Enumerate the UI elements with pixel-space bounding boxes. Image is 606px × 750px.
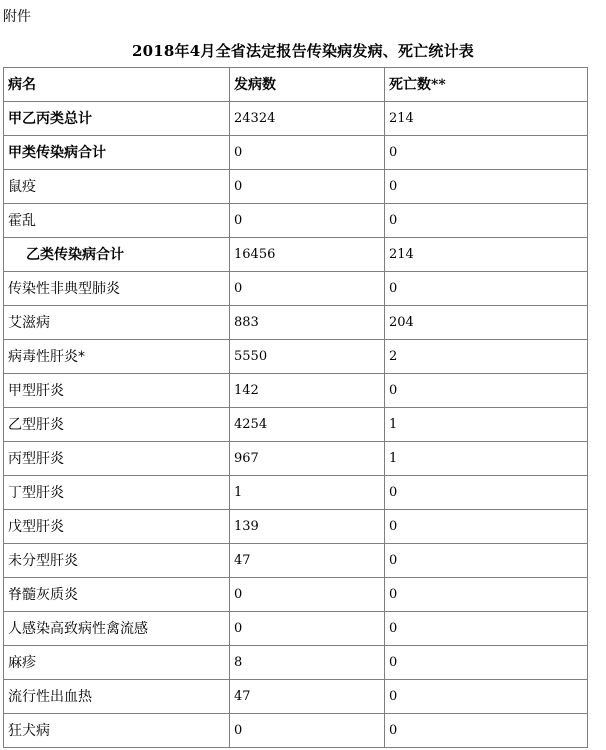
cases-cell: 883 (230, 306, 385, 340)
deaths-cell: 0 (385, 170, 588, 204)
deaths-cell: 2 (385, 340, 588, 374)
disease-name-cell: 甲乙丙类总计 (4, 102, 230, 136)
disease-name-cell: 甲型肝炎 (4, 374, 230, 408)
document-title: 2018年4月全省法定报告传染病发病、死亡统计表 (132, 42, 474, 60)
deaths-cell: 1 (385, 442, 588, 476)
cases-cell: 139 (230, 510, 385, 544)
table-row (4, 612, 588, 646)
table-row (4, 646, 588, 680)
table-row (4, 170, 588, 204)
cases-cell: 1 (230, 476, 385, 510)
table-row (4, 340, 588, 374)
deaths-cell: 0 (385, 680, 588, 714)
deaths-cell: 0 (385, 374, 588, 408)
header-cases: 发病数 (230, 68, 385, 102)
cases-cell: 0 (230, 170, 385, 204)
deaths-cell: 0 (385, 646, 588, 680)
deaths-cell: 0 (385, 544, 588, 578)
disease-name-cell: 流行性出血热 (4, 680, 230, 714)
deaths-cell: 0 (385, 272, 588, 306)
disease-name-cell: 丙型肝炎 (4, 442, 230, 476)
table-header-row (4, 68, 588, 102)
disease-name-cell: 人感染高致病性禽流感 (4, 612, 230, 646)
table-row (4, 136, 588, 170)
cases-cell: 8 (230, 646, 385, 680)
table-row (4, 272, 588, 306)
deaths-cell: 214 (385, 238, 588, 272)
cases-cell: 967 (230, 442, 385, 476)
disease-name-cell: 脊髓灰质炎 (4, 578, 230, 612)
cases-cell: 16456 (230, 238, 385, 272)
table-row (4, 544, 588, 578)
header-disease-name: 病名 (4, 68, 230, 102)
deaths-cell: 0 (385, 136, 588, 170)
cases-cell: 47 (230, 544, 385, 578)
table-row (4, 578, 588, 612)
deaths-cell: 0 (385, 476, 588, 510)
disease-name-cell: 乙类传染病合计 (4, 238, 230, 272)
deaths-cell: 0 (385, 612, 588, 646)
deaths-cell: 214 (385, 102, 588, 136)
table-row (4, 204, 588, 238)
disease-name-cell: 戊型肝炎 (4, 510, 230, 544)
table-row (4, 442, 588, 476)
disease-name-cell: 乙型肝炎 (4, 408, 230, 442)
disease-name-cell: 未分型肝炎 (4, 544, 230, 578)
disease-name-cell: 麻疹 (4, 646, 230, 680)
attachment-label: 附件 (3, 9, 31, 25)
table-row (4, 714, 588, 748)
table-row (4, 238, 588, 272)
deaths-cell: 0 (385, 578, 588, 612)
disease-name-cell: 丁型肝炎 (4, 476, 230, 510)
disease-name-cell: 狂犬病 (4, 714, 230, 748)
deaths-cell: 0 (385, 510, 588, 544)
cases-cell: 47 (230, 680, 385, 714)
table-row (4, 408, 588, 442)
disease-name-cell: 艾滋病 (4, 306, 230, 340)
deaths-cell: 1 (385, 408, 588, 442)
table-row (4, 374, 588, 408)
table-row (4, 306, 588, 340)
disease-name-cell: 传染性非典型肺炎 (4, 272, 230, 306)
cases-cell: 0 (230, 136, 385, 170)
disease-name-cell: 鼠疫 (4, 170, 230, 204)
cases-cell: 24324 (230, 102, 385, 136)
cases-cell: 142 (230, 374, 385, 408)
deaths-cell: 204 (385, 306, 588, 340)
disease-name-cell: 甲类传染病合计 (4, 136, 230, 170)
cases-cell: 0 (230, 714, 385, 748)
table-row (4, 102, 588, 136)
table-row (4, 476, 588, 510)
table-row (4, 510, 588, 544)
deaths-cell: 0 (385, 204, 588, 238)
table-row (4, 680, 588, 714)
statistics-table (3, 67, 588, 748)
disease-name-cell: 霍乱 (4, 204, 230, 238)
cases-cell: 0 (230, 612, 385, 646)
cases-cell: 0 (230, 578, 385, 612)
cases-cell: 5550 (230, 340, 385, 374)
deaths-cell: 0 (385, 714, 588, 748)
disease-name-cell: 病毒性肝炎* (4, 340, 230, 374)
cases-cell: 0 (230, 204, 385, 238)
cases-cell: 0 (230, 272, 385, 306)
cases-cell: 4254 (230, 408, 385, 442)
header-deaths: 死亡数** (385, 68, 588, 102)
